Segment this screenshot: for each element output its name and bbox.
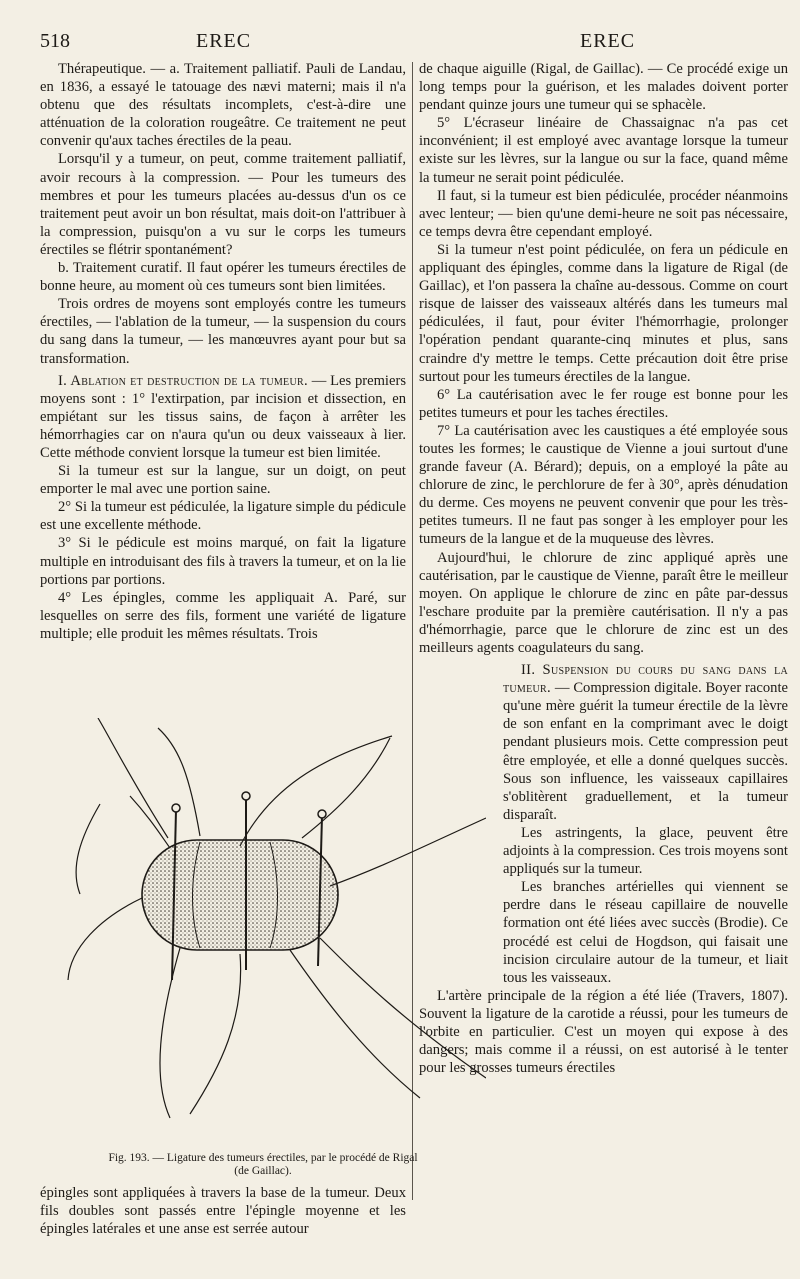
page-number: 518: [40, 30, 70, 52]
narrow-text-block: [419, 661, 788, 987]
paragraph-astringents: Les astringents, la glace, peuvent être adjoints à la compression. Ces trois moyens sont appliqués sur la tumeur.: [503, 824, 788, 878]
paragraph-langue: Si la tumeur est sur la langue, sur un doigt, on peut emporter le mal avec une portion saine.: [40, 463, 406, 498]
paragraph-artere: L'artère principale de la région a été liée (Travers, 1807). Souvent la ligature de la carotide a réussi, pour les tumeurs de l'orbite en particulier. C'est un moyen qui expose à des dangers; mais comme il a réussi, on est autorisé à le tenter pour les grosses tumeurs érectiles: [419, 987, 788, 1077]
running-head-right: EREC: [580, 30, 636, 52]
paragraph-chlorure-zinc: Aujourd'hui, le chlorure de zinc appliqué après une cautérisation, par le caustique de Vienne, paraît être le meilleur moyen. On applique le chlorure de zinc en pâte par-dessus l'eschare produite par la première cautérisation. Il n'y a pas d'hémorrhagie, parce que le chlorure de zinc est un des meilleurs agents coagulateurs du sang.: [419, 549, 788, 656]
paragraph-trois-ordres: Trois ordres de moyens sont employés contre les tumeurs érectiles, — l'ablation de la tumeur, — la suspension du cours du sang dans la tumeur, — les manœuvres ayant pour but sa transformation.: [40, 296, 406, 367]
paragraph-therapeutique: Thérapeutique. — a. Traitement palliatif. Pauli de Landau, en 1836, a essayé le tatouage des nævi materni; mais il n'a obtenu que des résultats incomplets, c'est-à-dire une atténuation de la coloration rougeâtre. Ce traitement ne peut convenir qu'aux taches érectiles de la peau.: [40, 61, 406, 150]
running-head: [0, 0, 800, 58]
paragraph-caustiques: 7° La cautérisation avec les caustiques a été employée sous toutes les formes; le caustique de Vienne a joui surtout d'une grande faveur (A. Bérard); depuis, on a employé la pâte au chlorure de zinc, le perchlorure de fer à 30°, après dénudation du derme. Ces moyens ne peuvent convenir que pour les très-petites tumeurs. Il ne faut pas songer à les employer pour les tumeurs de la langue et de la muqueuse des lèvres.: [419, 422, 788, 548]
section-heading-ablation: I. Ablation et destruction de la tumeur.: [58, 372, 308, 389]
paragraph-ligature-multiple: 3° Si le pédicule est moins marqué, on fait la ligature multiple en introduisant des fils à travers la tumeur, et on la lie portions par portions.: [40, 535, 406, 588]
left-column: [40, 60, 406, 643]
figure-193: [40, 718, 406, 1158]
paragraph-rigal: de chaque aiguille (Rigal, de Gaillac). — Ce procédé exige un long temps pour la guérison, et les malades doivent porter pendant quinze jours une tumeur qui se sphacèle.: [419, 61, 788, 114]
section-heading-suspension: II. Suspension du cours du sang dans la tumeur.: [503, 662, 788, 697]
figure-caption: [40, 1152, 486, 1178]
paragraph-traitement-curatif: b. Traitement curatif. Il faut opérer les tumeurs érectiles de bonne heure, au moment où ces tumeurs sont bien limitées.: [40, 260, 406, 295]
left-column-bottom: [40, 1184, 406, 1238]
paragraph-suspension: [503, 661, 788, 824]
right-column: [419, 60, 788, 1077]
paragraph-lenteur: Il faut, si la tumeur est bien pédiculée, procéder néanmoins avec lenteur; — bien qu'une demi-heure ne soit pas nécessaire, ce temps devra être cependant employé.: [419, 187, 788, 240]
running-head-left: EREC: [196, 30, 252, 52]
paragraph-epingles: 4° Les épingles, comme les appliquait A. Paré, sur lesquelles on serre des fils, forment une variété de ligature multiple; elle produit les mêmes résultats. Trois: [40, 589, 406, 642]
caption-line-1: Fig. 193. — Ligature des tumeurs érectiles, par le procédé de Rigal: [108, 1152, 418, 1164]
paragraph-non-pediculee: Si la tumeur n'est point pédiculée, on fera un pédicule en appliquant des épingles, comme dans la ligature de Rigal (de Gaillac), et l'on passera la chaîne au-dessous. Comme on court risque de laisser des vaisseaux altérés dans les tumeurs mal pédiculées, il faut, pour éviter l'hémorrhagie, prolonger l'opération pendant quarante-cinq minutes et plus, sans craindre d'y mettre le temps. Cette précaution doit être prise surtout pour les tumeurs érectiles de la langue.: [419, 241, 788, 385]
tumor-body: [142, 840, 338, 950]
paragraph-ecraseur: 5° L'écraseur linéaire de Chassaignac n'a pas cet inconvénient; il est employé avec avantage lorsque la tumeur existe sur les lèvres, sur la langue ou sur la face, quand même la tumeur ne serait point pédiculée.: [419, 115, 788, 186]
caption-line-2: (de Gaillac).: [234, 1165, 292, 1177]
paragraph-pedicule: 2° Si la tumeur est pédiculée, la ligature simple du pédicule est une excellente méthode.: [40, 499, 406, 534]
paragraph-suspension-text: — Compression digitale. Boyer raconte qu'une mère guérit la tumeur érectile de la lèvre de son enfant en la comprimant avec le doigt pendant plusieurs mois. Cette compression peut être employée, et elle a donné quelques succès. Sous son influence, les vaisseaux capillaires s'oblitèrent graduellement, et la tumeur disparaît.: [503, 680, 788, 823]
paragraph-continuation: épingles sont appliquées à travers la base de la tumeur. Deux fils doubles sont passés entre l'épingle moyenne et les épingles latérales et une anse est serrée autour: [40, 1185, 406, 1237]
paragraph-branches: Les branches artérielles qui viennent se perdre dans le réseau capillaire de nouvelle formation ont été liées avec succès (Brodie). Ce procédé est celui de Hogdson, qui faisait une incision circulaire autour de la tumeur, et liait tous les vaisseaux.: [503, 879, 788, 986]
paragraph-ablation: [40, 372, 406, 462]
paragraph-compression: Lorsqu'il y a tumeur, on peut, comme traitement palliatif, avoir recours à la compression. — Pour les tumeurs des membres et pour les tumeurs placées au-dessus d'un os ce traitement peut avoir un bon résultat, mais doit-on l'attribuer à la compression, puisqu'on a vu sur le corps les tumeurs érectiles se flétrir spontanément?: [40, 151, 406, 258]
paragraph-fer-rouge: 6° La cautérisation avec le fer rouge est bonne pour les petites tumeurs et pour les taches érectiles.: [419, 386, 788, 421]
paragraph-ablation-text: — Les premiers moyens sont : 1° l'extirpation, par incision et dissection, en empiétant sur les tissus sains, de façon à arrêter les hémorrhagies car on n'aura qu'un ou deux vaisseaux à lier. Cette méthode convient lorsque la tumeur est bien limitée.: [40, 372, 406, 461]
